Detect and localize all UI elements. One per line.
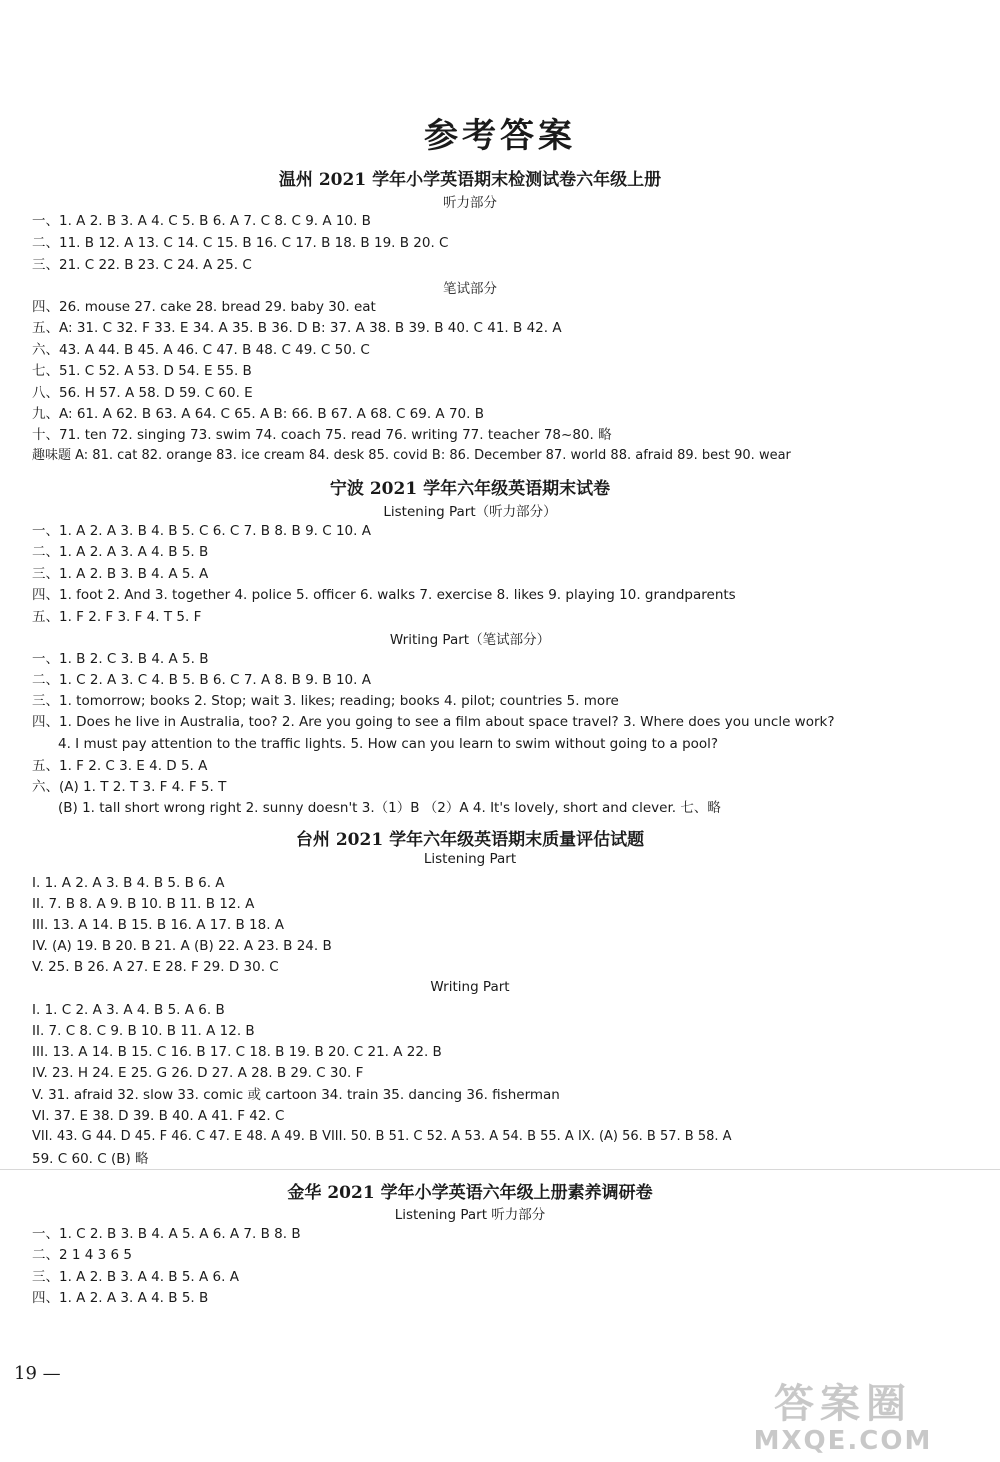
answer-line: 四、1. foot 2. And 3. together 4. police 5. officer 6. walks 7. exercise 8. likes 9. playing 10. grandparents [32, 587, 736, 603]
answer-line: III. 13. A 14. B 15. C 16. B 17. C 18. B 19. B 20. C 21. A 22. B [32, 1044, 442, 1060]
answer-line: 三、1. tomorrow; books 2. Stop; wait 3. likes; reading; books 4. pilot; countries 5. more [32, 693, 619, 709]
answer-line: 四、1. Does he live in Australia, too? 2. Are you going to see a film about space travel? 3. Where does you uncle work? [32, 714, 835, 730]
section-title-wenzhou: 温州 2021 学年小学英语期末检测试卷六年级上册 [278, 170, 662, 190]
answer-line: 七、51. C 52. A 53. D 54. E 55. B [32, 363, 252, 379]
answer-line: II. 7. B 8. A 9. B 10. B 11. B 12. A [32, 896, 255, 912]
answer-line: 四、26. mouse 27. cake 28. bread 29. baby 30. eat [32, 299, 376, 315]
part-heading: Writing Part（笔试部分） [389, 632, 551, 648]
answer-line: VI. 37. E 38. D 39. B 40. A 41. F 42. C [32, 1108, 285, 1124]
answer-line: 五、1. F 2. F 3. F 4. T 5. F [32, 609, 202, 625]
answer-line: 五、1. F 2. C 3. E 4. D 5. A [32, 758, 208, 774]
answer-line: 一、1. A 2. A 3. B 4. B 5. C 6. C 7. B 8. B 9. C 10. A [32, 523, 371, 539]
answer-line: 五、A: 31. C 32. F 33. E 34. A 35. B 36. D B: 37. A 38. B 39. B 40. C 41. B 42. A [32, 320, 562, 336]
answer-line: III. 13. A 14. B 15. B 16. A 17. B 18. A [32, 917, 285, 933]
answer-line: 六、(A) 1. T 2. T 3. F 4. F 5. T [32, 779, 227, 795]
watermark-text-cn: 答案圈 [774, 1380, 912, 1427]
section-title-jinhua: 金华 2021 学年小学英语六年级上册素养调研卷 [287, 1183, 653, 1203]
answer-line: 4. I must pay attention to the traffic lights. 5. How can you learn to swim without going to a pool? [58, 736, 719, 752]
answer-line: 三、1. A 2. B 3. B 4. A 5. A [32, 566, 209, 582]
watermark-text-en: MXQE.COM [753, 1426, 933, 1456]
answer-line: 一、1. A 2. B 3. A 4. C 5. B 6. A 7. C 8. C 9. A 10. B [32, 213, 371, 229]
answer-line: I. 1. A 2. A 3. B 4. B 5. B 6. A [32, 875, 225, 891]
page-number: 19 — [14, 1363, 61, 1384]
section-title-taizhou: 台州 2021 学年六年级英语期末质量评估试题 [295, 830, 645, 850]
part-heading: 笔试部分 [443, 281, 497, 297]
part-heading: Listening Part 听力部分 [394, 1207, 546, 1223]
answer-line: 十、71. ten 72. singing 73. swim 74. coach 75. read 76. writing 77. teacher 78~80. 略 [32, 427, 612, 443]
answer-line: 八、56. H 57. A 58. D 59. C 60. E [32, 385, 253, 401]
page-title: 参考答案 [424, 116, 576, 156]
answer-line: IV. 23. H 24. E 25. G 26. D 27. A 28. B 29. C 30. F [32, 1065, 364, 1081]
answer-line: 六、43. A 44. B 45. A 46. C 47. B 48. C 49. C 50. C [32, 342, 370, 358]
answer-line: 二、1. A 2. A 3. A 4. B 5. B [32, 544, 209, 560]
answer-line: I. 1. C 2. A 3. A 4. B 5. A 6. B [32, 1002, 225, 1018]
answer-line: 四、1. A 2. A 3. A 4. B 5. B [32, 1290, 209, 1306]
answer-line: 一、1. C 2. B 3. B 4. A 5. A 6. A 7. B 8. B [32, 1226, 301, 1242]
answer-line: 二、2 1 4 3 6 5 [32, 1247, 132, 1263]
answer-line: II. 7. C 8. C 9. B 10. B 11. A 12. B [32, 1023, 255, 1039]
answer-line: 三、21. C 22. B 23. C 24. A 25. C [32, 257, 252, 273]
answer-line: 九、A: 61. A 62. B 63. A 64. C 65. A B: 66. B 67. A 68. C 69. A 70. B [32, 406, 484, 422]
answer-line: 二、11. B 12. A 13. C 14. C 15. B 16. C 17. B 18. B 19. B 20. C [32, 235, 449, 251]
answer-line: IV. (A) 19. B 20. B 21. A (B) 22. A 23. B 24. B [32, 938, 332, 954]
section-title-ningbo: 宁波 2021 学年六年级英语期末试卷 [329, 479, 611, 499]
answer-line: (B) 1. tall short wrong right 2. sunny doesn't 3.（1）B （2）A 4. It's lovely, short and clever. 七、略 [58, 800, 721, 816]
answer-line: 一、1. B 2. C 3. B 4. A 5. B [32, 651, 209, 667]
part-heading: Listening Part（听力部分） [383, 504, 557, 520]
answer-line: 三、1. A 2. B 3. A 4. B 5. A 6. A [32, 1269, 239, 1285]
answer-line: V. 25. B 26. A 27. E 28. F 29. D 30. C [32, 959, 279, 975]
answer-line: 59. C 60. C (B) 略 [32, 1151, 149, 1167]
part-heading: 听力部分 [443, 195, 497, 211]
answer-line: 二、1. C 2. A 3. C 4. B 5. B 6. C 7. A 8. B 9. B 10. A [32, 672, 371, 688]
watermark-logo [698, 1382, 988, 1460]
part-heading: Listening Part [423, 851, 517, 867]
answer-line: V. 31. afraid 32. slow 33. comic 或 cartoon 34. train 35. dancing 36. fisherman [32, 1087, 560, 1103]
part-heading: Writing Part [430, 979, 510, 995]
answer-line: VII. 43. G 44. D 45. F 46. C 47. E 48. A 49. B VIII. 50. B 51. C 52. A 53. A 54. B 55. A IX. (A) 56. B 57. B 58. A [32, 1129, 732, 1144]
answer-line: 趣味题 A: 81. cat 82. orange 83. ice cream 84. desk 85. covid B: 86. December 87. world 88. afraid 89. best 90. wear [32, 448, 791, 463]
divider-line [0, 1169, 1000, 1170]
